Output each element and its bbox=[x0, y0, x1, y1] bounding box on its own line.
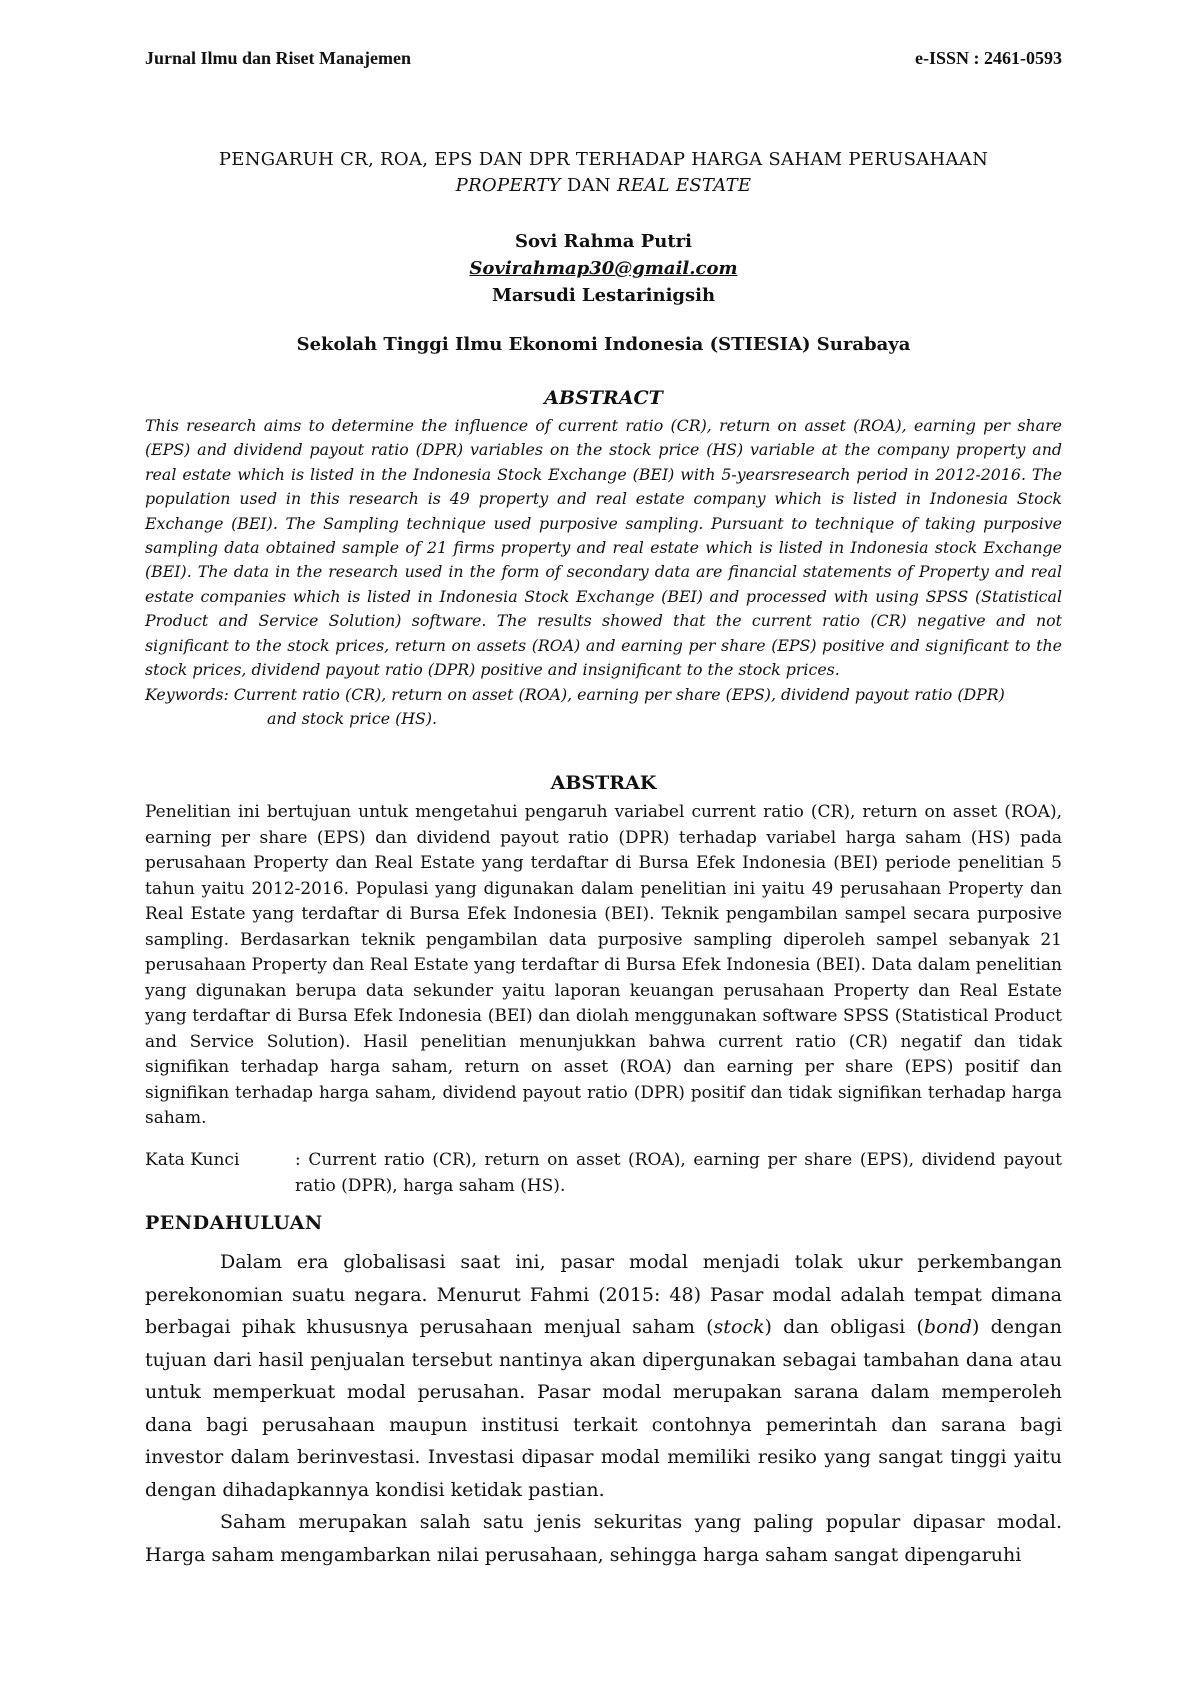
kata-kunci-text: : Current ratio (CR), return on asset (ROA), earning per share (EPS), dividend payout ratio (DPR), harga saham (HS). bbox=[295, 1150, 1062, 1196]
journal-name: Jurnal Ilmu dan Riset Manajemen bbox=[145, 48, 412, 68]
author-block bbox=[145, 228, 1062, 309]
abstrak-indonesian: Penelitian ini bertujuan untuk mengetahui pengaruh variabel current ratio (CR), return on asset (ROA), earning per share (EPS) dan dividend payout ratio (DPR) terhadap variabel harga saham (HS) pada perusahaan Property dan Real Estate yang terdaftar di Bursa Efek Indonesia (BEI) periode penelitian 5 tahun yaitu 2012-2016. Populasi yang digunakan dalam penelitian ini yaitu 49 perusahaan Property dan Real Estate yang terdaftar di Bursa Efek Indonesia (BEI). Teknik pengambilan sampel secara purposive sampling. Berdasarkan teknik pengambilan data purposive sampling diperoleh sampel sebanyak 21 perusahaan Property dan Real Estate yang terdaftar di Bursa Efek Indonesia (BEI). Data dalam penelitian yang digunakan berupa data sekunder yaitu laporan keuangan perusahaan Property dan Real Estate yang terdaftar di Bursa Efek Indonesia (BEI) dan diolah menggunakan software SPSS (Statistical Product and Service Solution). Hasil penelitian menunjukkan bahwa current ratio (CR) negatif dan tidak signifikan terhadap harga saham, return on asset (ROA) dan earning per share (EPS) positif dan signifikan terhadap harga saham, dividend payout ratio (DPR) positif dan tidak signifikan terhadap harga saham. bbox=[145, 802, 1062, 1128]
abstract-english: This research aims to determine the influence of current ratio (CR), return on asset (ROA), earning per share (EPS) and dividend payout ratio (DPR) variables on the stock price (HS) variable at the company property and real estate which is listed in the Indonesia Stock Exchange (BEI) with 5-yearsresearch period in 2012-2016. The population used in this research is 49 property and real estate company which is listed in Indonesia Stock Exchange (BEI). The Sampling technique used purposive sampling. Pursuant to technique of taking purposive sampling data obtained sample of 21 firms property and real estate which is listed in Indonesia stock Exchange (BEI). The data in the research used in the form of secondary data are financial statements of Property and real estate companies which is listed in Indonesia Stock Exchange (BEI) and processed with using SPSS (Statistical Product and Service Solution) software. The results showed that the current ratio (CR) negative and not significant to the stock prices, return on assets (ROA) and earning per share (EPS) positive and significant to the stock prices, dividend payout ratio (DPR) positive and insignificant to the stock prices. bbox=[145, 416, 1062, 680]
title-line-2 bbox=[145, 173, 1062, 199]
title-line-1: PENGARUH CR, ROA, EPS DAN DPR TERHADAP HARGA SAHAM PERUSAHAAN bbox=[218, 149, 989, 170]
abstract-heading: ABSTRACT bbox=[544, 387, 663, 409]
keywords-english bbox=[145, 683, 1062, 732]
p1-stock: stock bbox=[713, 1316, 765, 1338]
running-header bbox=[145, 48, 1062, 69]
p1-text-c: ) dengan tujuan dari hasil penjualan tersebut nantinya akan dipergunakan sebagai tambahan dana atau untuk memperkuat modal perusahan. Pasar modal merupakan sarana dalam memperoleh dana bagi perusahaan maupun institusi terkait contohnya pemerintah dan sarana bagi investor dalam berinvestasi. Investasi dipasar modal memiliki resiko yang sangat tinggi yaitu dengan dihadapkannya kondisi ketidak pastian. bbox=[145, 1316, 1062, 1501]
author-2: Marsudi Lestarinigsih bbox=[491, 285, 716, 306]
p1-bond: bond bbox=[923, 1316, 972, 1338]
keywords-line-1: Keywords: Current ratio (CR), return on asset (ROA), earning per share (EPS), dividend payout ratio (DPR) bbox=[145, 685, 1005, 704]
title-dan: DAN bbox=[560, 175, 617, 196]
paragraph-1 bbox=[145, 1246, 1062, 1506]
email-link[interactable]: Sovirahmap30@gmail.com bbox=[469, 258, 738, 279]
abstrak-heading: ABSTRAK bbox=[550, 772, 657, 794]
paper-title bbox=[145, 147, 1062, 199]
title-property: PROPERTY bbox=[455, 175, 561, 196]
paragraph-2: Saham merupakan salah satu jenis sekuritas yang paling popular dipasar modal. Harga saham mengambarkan nilai perusahaan, sehingga harga saham sangat dipengaruhi bbox=[145, 1511, 1062, 1566]
pendahuluan-heading: PENDAHULUAN bbox=[145, 1212, 323, 1234]
keywords-line-2: and stock price (HS). bbox=[267, 709, 438, 729]
issn: e-ISSN : 2461-0593 bbox=[915, 48, 1062, 68]
title-real-estate: REAL ESTATE bbox=[617, 175, 752, 196]
p1-text-a: Dalam era globalisasi saat ini, pasar modal menjadi tolak ukur perkembangan perekonomian suatu negara. Menurut Fahmi (2015: 48) Pasar modal adalah tempat dimana berbagai pihak khususnya perusahaan menjual saham ( bbox=[145, 1251, 1062, 1338]
p1-text-b: ) dan obligasi ( bbox=[764, 1316, 924, 1338]
author-email[interactable] bbox=[145, 255, 1062, 282]
pendahuluan-body bbox=[145, 1246, 1062, 1571]
author-1: Sovi Rahma Putri bbox=[515, 231, 692, 252]
affiliation: Sekolah Tinggi Ilmu Ekonomi Indonesia (STIESIA) Surabaya bbox=[296, 334, 911, 355]
kata-kunci bbox=[145, 1148, 1062, 1199]
kata-kunci-label: Kata Kunci bbox=[145, 1150, 240, 1170]
